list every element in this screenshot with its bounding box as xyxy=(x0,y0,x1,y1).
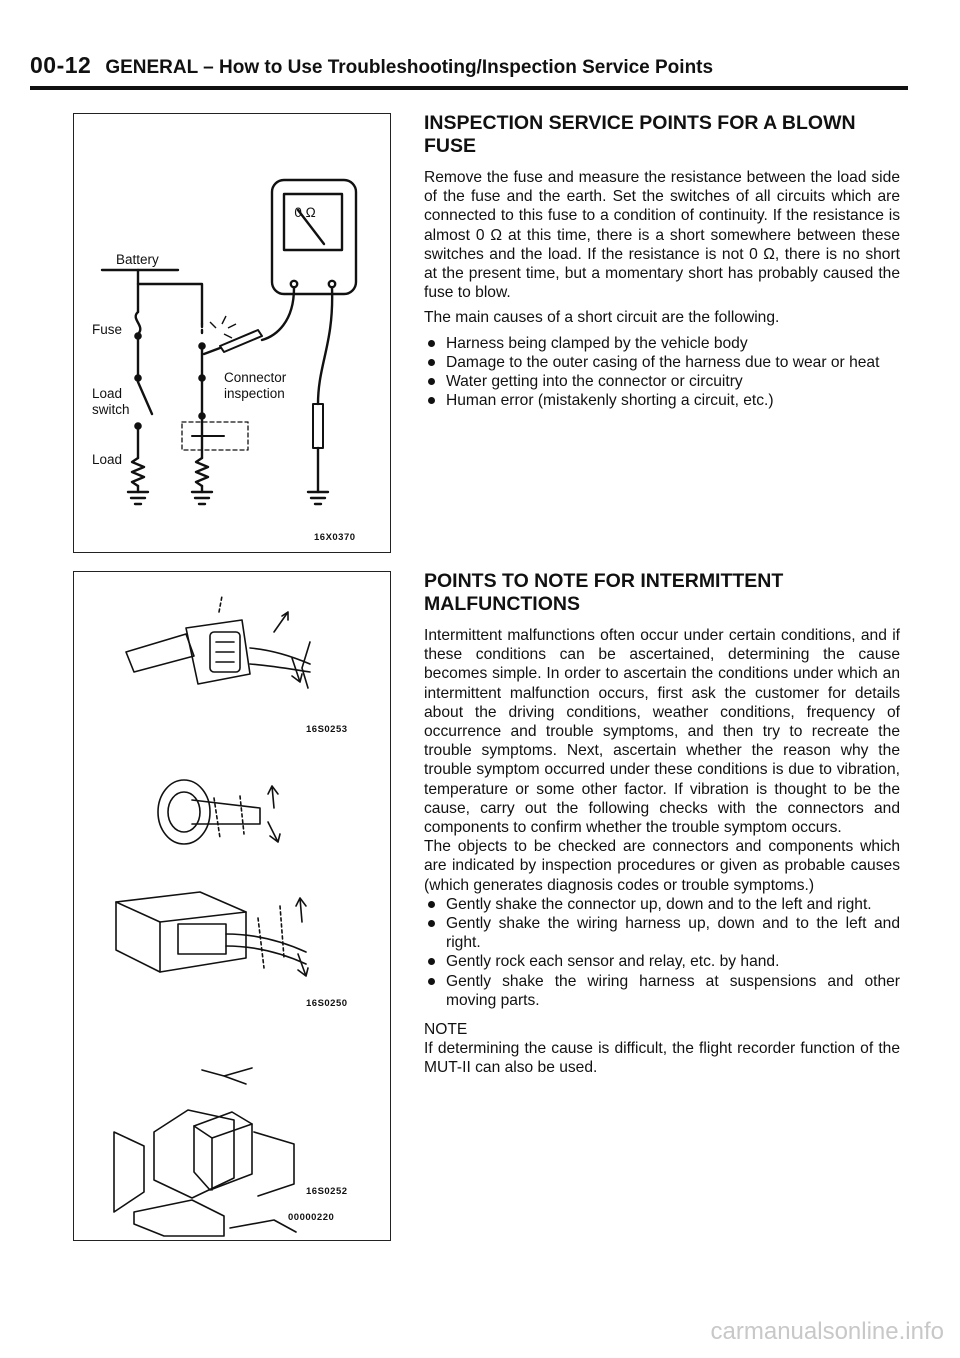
figure-code-1: 16S0253 xyxy=(306,724,348,735)
note-text: If determining the cause is difficult, the flight recorder function of the MUT-II can also be used. xyxy=(424,1040,900,1077)
section-paragraph: The main causes of a short circuit are the following. xyxy=(424,309,780,327)
connector-check-figure xyxy=(73,571,391,1241)
short-causes-list xyxy=(424,334,900,411)
list-item: Water getting into the connector or circuitry xyxy=(424,372,900,391)
header-rule xyxy=(30,86,908,90)
label-load: Load xyxy=(92,452,123,467)
fuse-symbol xyxy=(136,312,141,334)
label-load-switch: Load xyxy=(92,386,123,401)
load-resistor xyxy=(132,458,144,486)
figure-code: 16X0370 xyxy=(314,532,356,543)
battery-wire xyxy=(138,270,202,324)
list-item: Gently rock each sensor and relay, etc. by hand. xyxy=(424,952,900,971)
ecu-connector-illustration xyxy=(116,892,308,976)
ohmmeter-display xyxy=(284,194,342,250)
watermark: carmanualsonline.info xyxy=(710,1318,944,1345)
label-connector-inspection: inspection xyxy=(224,386,285,401)
load-switch xyxy=(138,382,152,414)
circuit-diagram xyxy=(74,114,390,552)
figure-group-code: 00000220 xyxy=(288,1212,335,1223)
page-title: GENERAL – How to Use Troubleshooting/Inspection Service Points xyxy=(105,57,714,78)
connector-illustration-a xyxy=(126,596,310,688)
page-number: 00-12 xyxy=(30,52,92,78)
grommet-illustration xyxy=(158,780,280,844)
list-item: Gently shake the connector up, down and to the left and right. xyxy=(424,895,900,914)
note-label: NOTE xyxy=(424,1021,468,1039)
list-item: Harness being clamped by the vehicle body xyxy=(424,334,900,353)
section-paragraph: Remove the fuse and measure the resistance between the load side of the fuse and the earth. Set the switches of all circuits which are connected to this fuse to a condition of continuity. If the resistance is almost 0 Ω at this time, there is a short somewhere between these switches and the load. If the resistance is not 0 Ω, there is no short at the present time, but a momentary short has probably caused the fuse to blow. xyxy=(424,169,900,302)
list-item: Gently shake the wiring harness at suspensions and other moving parts. xyxy=(424,972,900,1010)
probe-wire-positive xyxy=(262,288,294,340)
meter-reading: 0 Ω xyxy=(294,205,316,220)
label-fuse: Fuse xyxy=(92,322,123,337)
page-header xyxy=(30,52,902,79)
circuit-resistor xyxy=(196,458,208,486)
probe-wire-negative xyxy=(318,288,332,404)
probe-tip xyxy=(220,330,262,352)
figure-code-2: 16S0250 xyxy=(306,998,348,1009)
list-item: Gently shake the wiring harness up, down and to the left and right. xyxy=(424,914,900,952)
figure-code-3: 16S0252 xyxy=(306,1186,348,1197)
circuit-diagram-figure xyxy=(73,113,391,553)
spark-icon xyxy=(210,316,236,338)
relay-illustration xyxy=(114,1068,296,1236)
blown-fuse-section xyxy=(424,112,900,414)
list-item: Damage to the outer casing of the harness due to wear or heat xyxy=(424,353,900,372)
label-load-switch-2: switch xyxy=(92,402,130,417)
label-connector: Connector xyxy=(224,370,287,385)
check-steps-list xyxy=(424,895,900,1010)
connector-illustrations xyxy=(74,572,390,1240)
section-heading: INSPECTION SERVICE POINTS FOR A BLOWN FUSE xyxy=(424,112,856,157)
section-heading: POINTS TO NOTE FOR INTERMITTENT MALFUNCTIONS xyxy=(424,570,784,615)
list-item: Human error (mistakenly shorting a circuit, etc.) xyxy=(424,391,900,410)
label-battery: Battery xyxy=(116,252,159,267)
intermittent-malfunctions-section xyxy=(424,570,900,1084)
section-paragraph: Intermittent malfunctions often occur under certain conditions, and if these conditions can be ascertained, determining the cause becomes simple. In order to ascertain the conditions under which an intermittent malfunction occurs, first ask the customer for details about the driving conditions, weather conditions, frequency of occurrence and trouble symptoms, and then try to recreate the trouble symptoms. Next, ascertain whether the reason why the trouble symptom occurred under these conditions is due to vibration, temperature or some other factor. If vibration is thought to be the cause, carry out the following checks with the connectors and components to confirm whether the trouble symptom occurs. xyxy=(424,627,900,837)
section-paragraph: The objects to be checked are connectors and components which are indicated by inspection procedures or given as probable causes (which generates diagnosis codes or trouble symptoms.) xyxy=(424,838,900,894)
